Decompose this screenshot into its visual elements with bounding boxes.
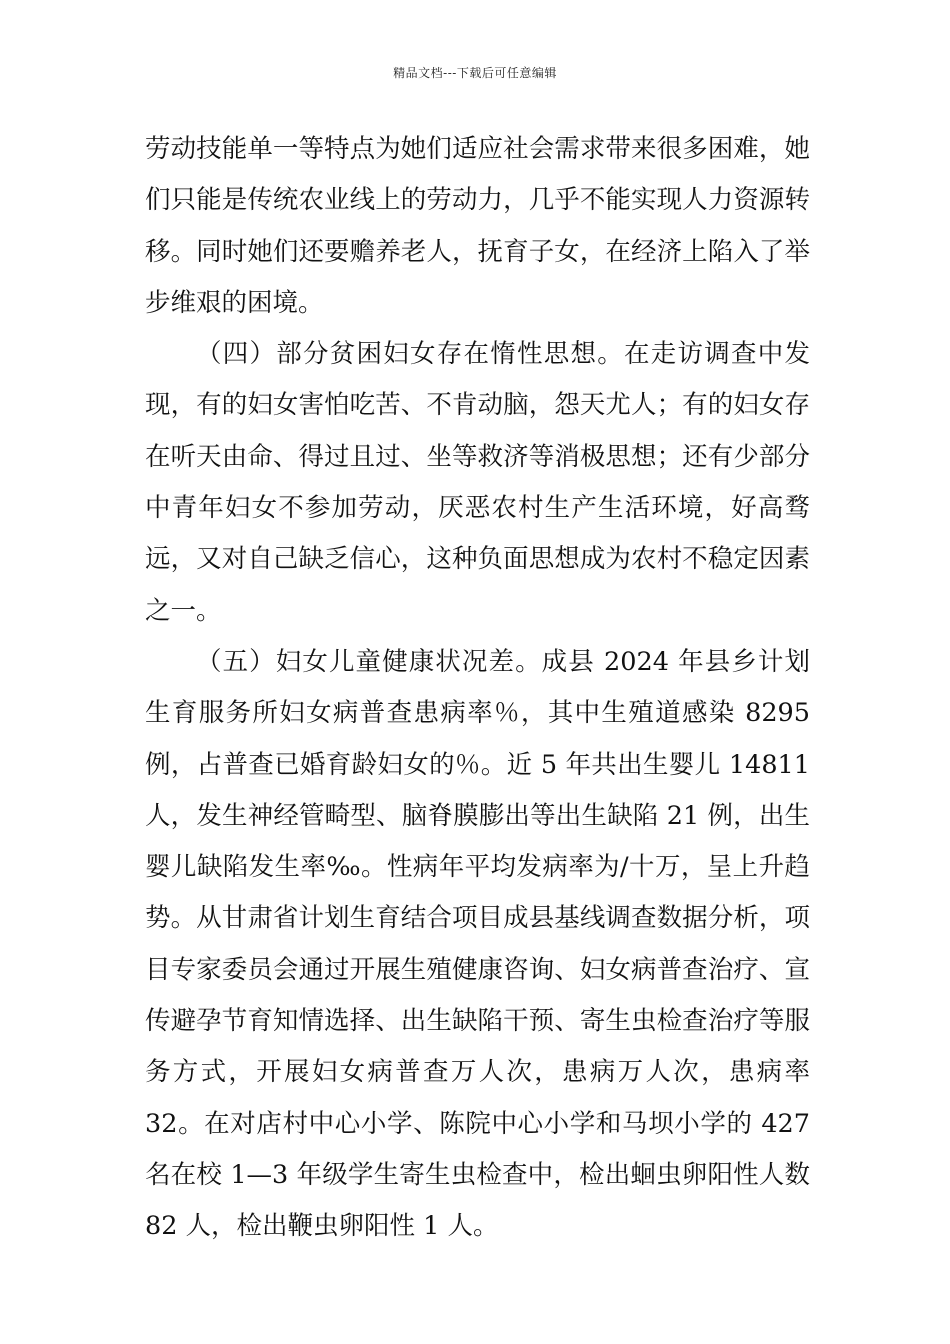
document-body [145,124,810,1253]
paragraph-continuation: 劳动技能单一等特点为她们适应社会需求带来很多困难，她们只能是传统农业线上的劳动力，几乎不能实现人力资源转移。同时她们还要赡养老人，抚育子女，在经济上陷入了举步维艰的困境。 [145,134,810,318]
paragraph-section-four: （四）部分贫困妇女存在惰性思想。在走访调查中发现，有的妇女害怕吃苦、不肯动脑，怨天尤人；有的妇女存在听天由命、得过且过、坐等救济等消极思想；还有少部分中青年妇女不参加劳动，厌恶农村生产生活环境，好高骛远，又对自己缺乏信心，这种负面思想成为农村不稳定因素之一。 [145,339,810,626]
paragraph-section-five: （五）妇女儿童健康状况差。成县 2024 年县乡计划生育服务所妇女病普查患病率％，其中生殖道感染 8295 例，占普查已婚育龄妇女的％。近 5 年共出生婴儿 14811 人，发生神经管畸型、脑脊膜膨出等出生缺陷 21 例，出生婴儿缺陷发生率‰。性病年平均发病率为/十万，呈上升趋势。从甘肃省计划生育结合项目成县基线调查数据分析，项目专家委员会通过开展生殖健康咨询、妇女病普查治疗、宣传避孕节育知情选择、出生缺陷干预、寄生虫检查治疗等服务方式，开展妇女病普查万人次，患病万人次，患病率 32。在对店村中心小学、陈院中心小学和马坝小学的 427 名在校 1—3 年级学生寄生虫检查中，检出蛔虫卵阳性人数 82 人，检出鞭虫卵阳性 1 人。 [145,646,810,1242]
page-header: 精品文档---下载后可任意编辑 [393,66,557,80]
